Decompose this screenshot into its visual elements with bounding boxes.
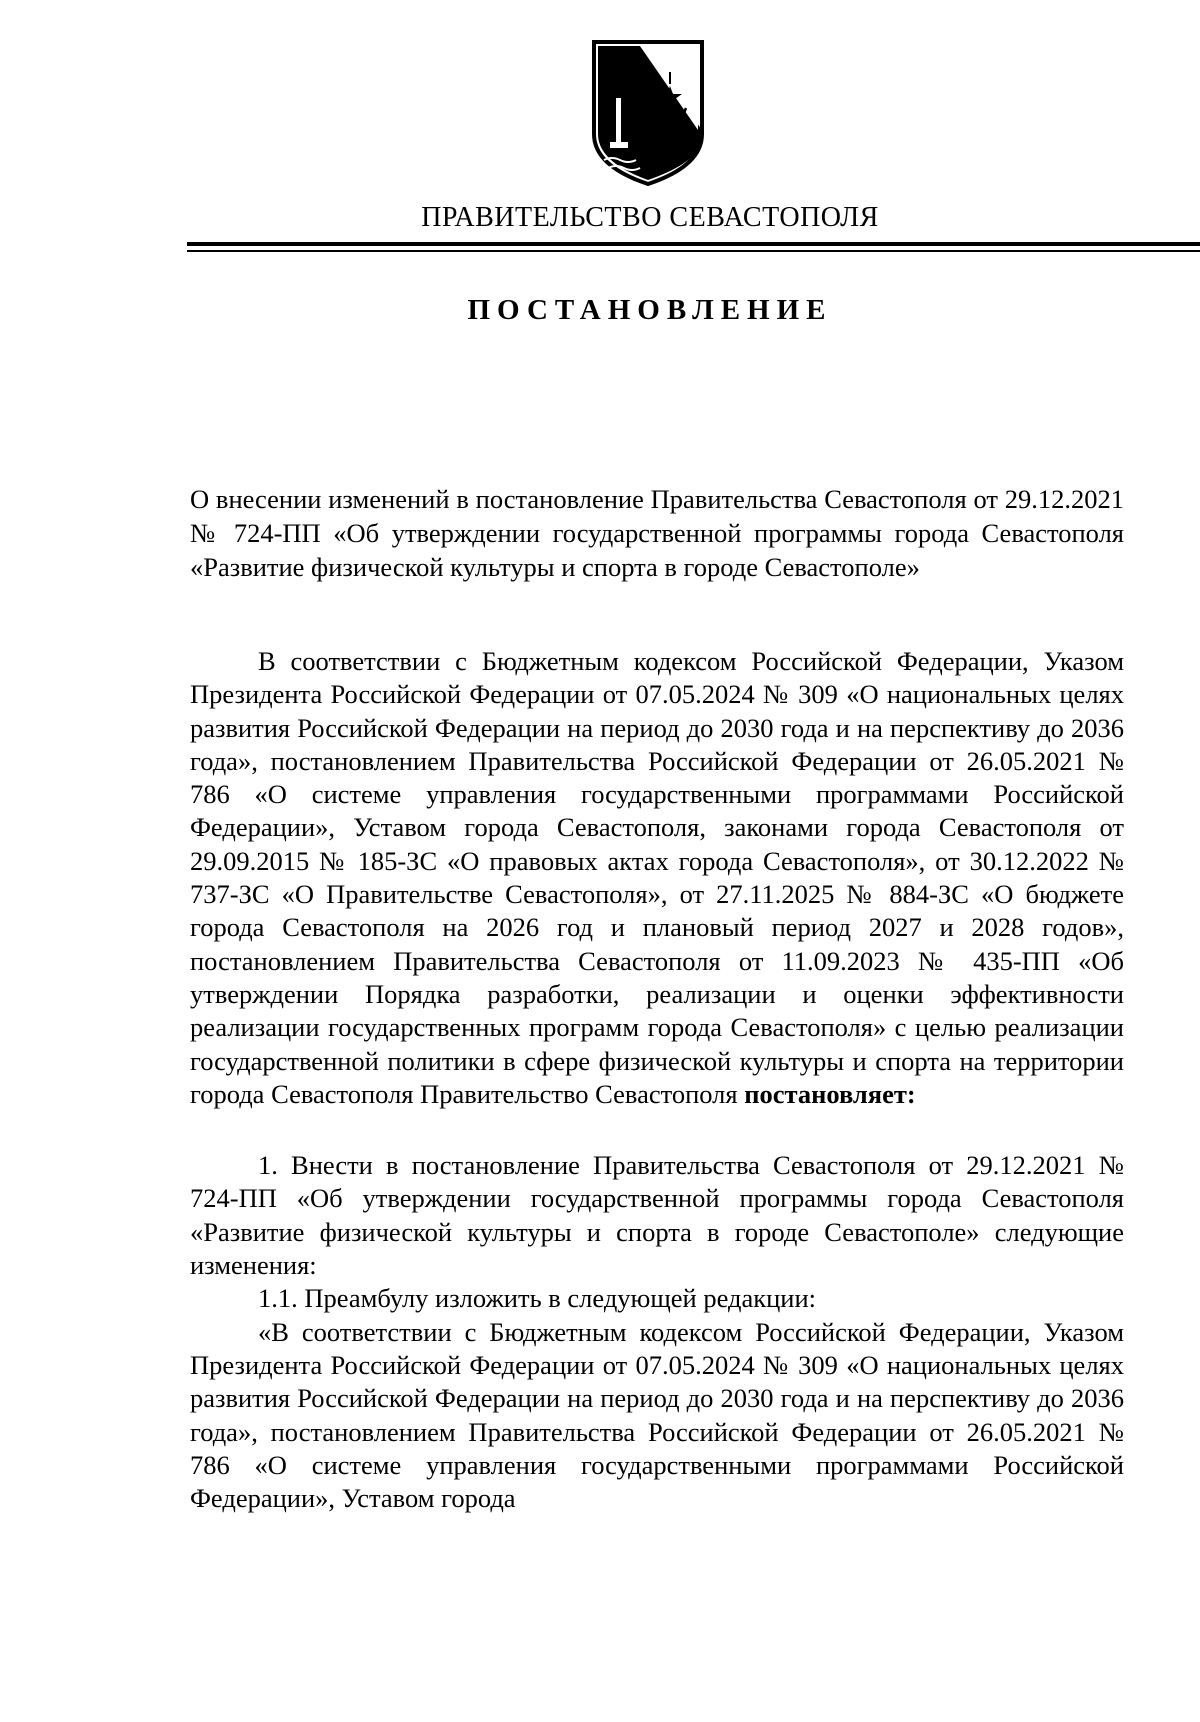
document-body	[190, 645, 1124, 1515]
item-1: 1. Внести в постановление Правительства Севастополя от 29.12.2021 № 724-ПП «Об утверждении государственной программы города Севастополя «Развитие физической культуры и спорта в городе Севастополе» следующие изменения:	[190, 1150, 1124, 1281]
document-type-heading: ПОСТАНОВЛЕНИЕ	[467, 294, 833, 326]
item-1-1: 1.1. Преамбулу изложить в следующей редакции:	[258, 1283, 817, 1314]
header-divider-thin	[187, 250, 1200, 252]
coat-of-arms-icon	[590, 38, 706, 186]
header-divider-thick	[187, 242, 1200, 246]
resolves-word: постановляет:	[744, 1078, 916, 1109]
document-subject: О внесении изменений в постановление Правительства Севастополя от 29.12.2021 № 724-ПП «Об утверждении государственной программы города Севастополя «Развитие физической культуры и спорта в городе Севастополе»	[190, 484, 1124, 582]
organization-name: ПРАВИТЕЛЬСТВО СЕВАСТОПОЛЯ	[421, 202, 879, 233]
item-1-1-quote: «В соответствии с Бюджетным кодексом Российской Федерации, Указом Президента Российской Федерации от 07.05.2024 № 309 «О национальных целях развития Российской Федерации на период до 2030 года и на перспективу до 2036 года», постановлением Правительства Российской Федерации от 26.05.2021 № 786 «О системе управления государственными программами Российской Федерации», Уставом города	[190, 1316, 1124, 1514]
preamble-paragraph	[190, 645, 1124, 1111]
preamble-text: В соответствии с Бюджетным кодексом Российской Федерации, Указом Президента Российской Федерации от 07.05.2024 № 309 «О национальных целях развития Российской Федерации на период до 2030 года и на перспективу до 2036 года», постановлением Правительства Российской Федерации от 26.05.2021 № 786 «О системе управления государственными программами Российской Федерации», Уставом города Севастополя, законами города Севастополя от 29.09.2015 № 185-ЗС «О правовых актах города Севастополя», от 30.12.2022 № 737-ЗС «О Правительстве Севастополя», от 27.11.2025 № 884-ЗС «О бюджете города Севастополя на 2026 год и плановый период 2027 и 2028 годов», постановлением Правительства Севастополя от 11.09.2023 № 435-ПП «Об утверждении Порядка разработки, реализации и оценки эффективности реализации государственных программ города Севастополя» с целью реализации государственной политики в сфере физической культуры и спорта на территории города Севастополя Правительство Севастополя	[190, 646, 1124, 1109]
